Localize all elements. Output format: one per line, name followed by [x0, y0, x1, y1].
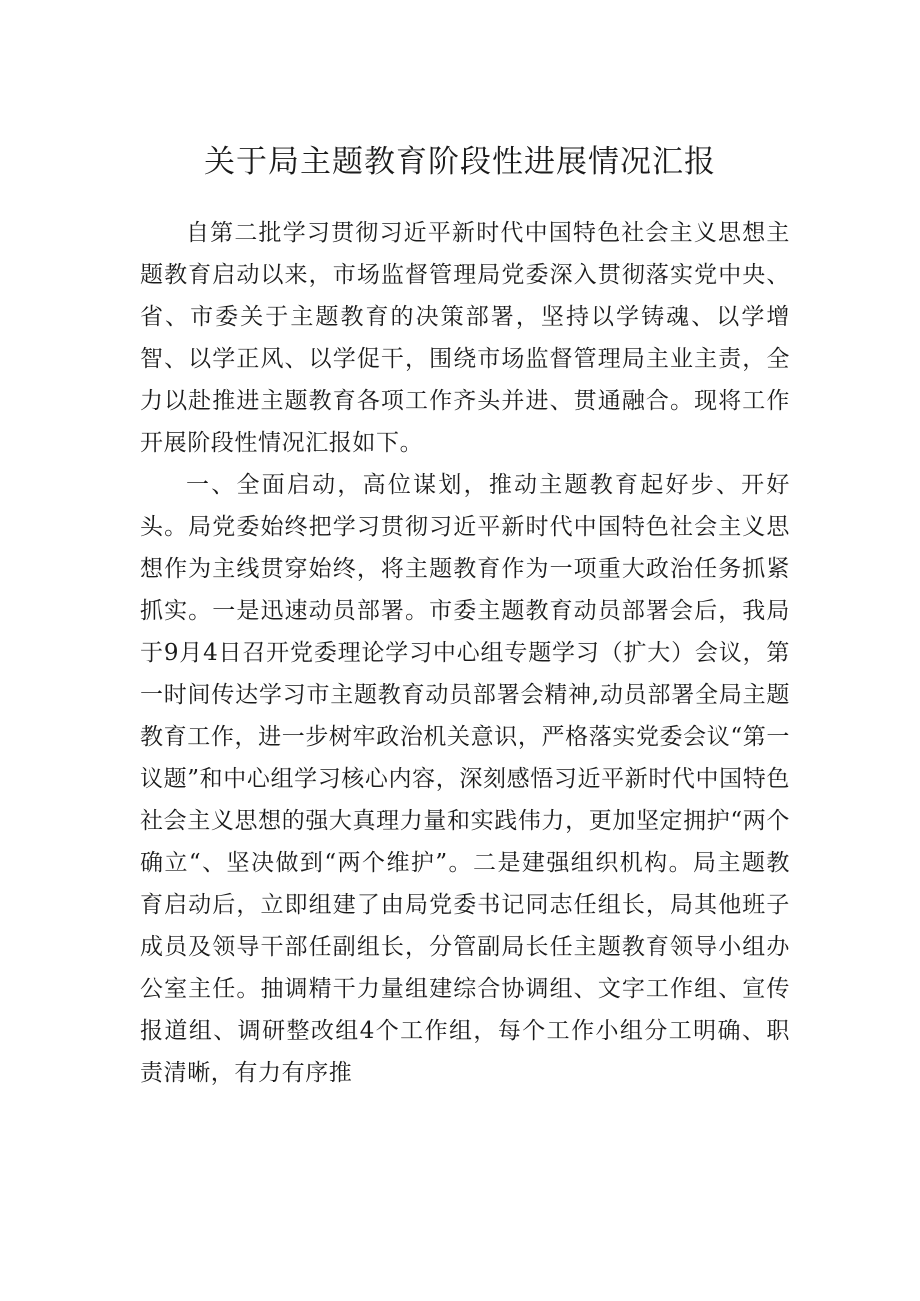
paragraph-intro: 自第二批学习贯彻习近平新时代中国特色社会主义思想主题教育启动以来，市场监督管理局党委深入贯彻落实党中央、省、市委关于主题教育的决策部署，坚持以学铸魂、以学增智、以学正风、以学促干，围绕市场监督管理局主业主责，全力以赴推进主题教育各项工作齐头并进、贯通融合。现将工作开展阶段性情况汇报如下。: [140, 220, 790, 456]
document-title: 关于局主题教育阶段性进展情况汇报: [204, 144, 716, 180]
paragraph-section-one: 一、全面启动，高位谋划，推动主题教育起好步、开好头。局党委始终把学习贯彻习近平新时代中国特色社会主义思想作为主线贯穿始终，将主题教育作为一项重大政治任务抓紧抓实。一是迅速动员部署。市委主题教育动员部署会后，我局于9月4日召开党委理论学习中心组专题学习（扩大）会议，第一时间传达学习市主题教育动员部署会精神,动员部署全局主题教育工作，进一步树牢政治机关意识，严格落实党委会议“第一议题”和中心组学习核心内容，深刻感悟习近平新时代中国特色社会主义思想的强大真理力量和实践伟力，更加坚定拥护“两个确立“、坚决做到“两个维护”。二是建强组织机构。局主题教育启动后，立即组建了由局党委书记同志任组长，局其他班子成员及领导干部任副组长，分管副局长任主题教育领导小组办公室主任。抽调精干力量组建综合协调组、文字工作组、宣传报道组、调研整改组4个工作组，每个工作小组分工明确、职责清晰，有力有序推: [140, 472, 790, 1086]
document-body: [140, 212, 790, 1094]
